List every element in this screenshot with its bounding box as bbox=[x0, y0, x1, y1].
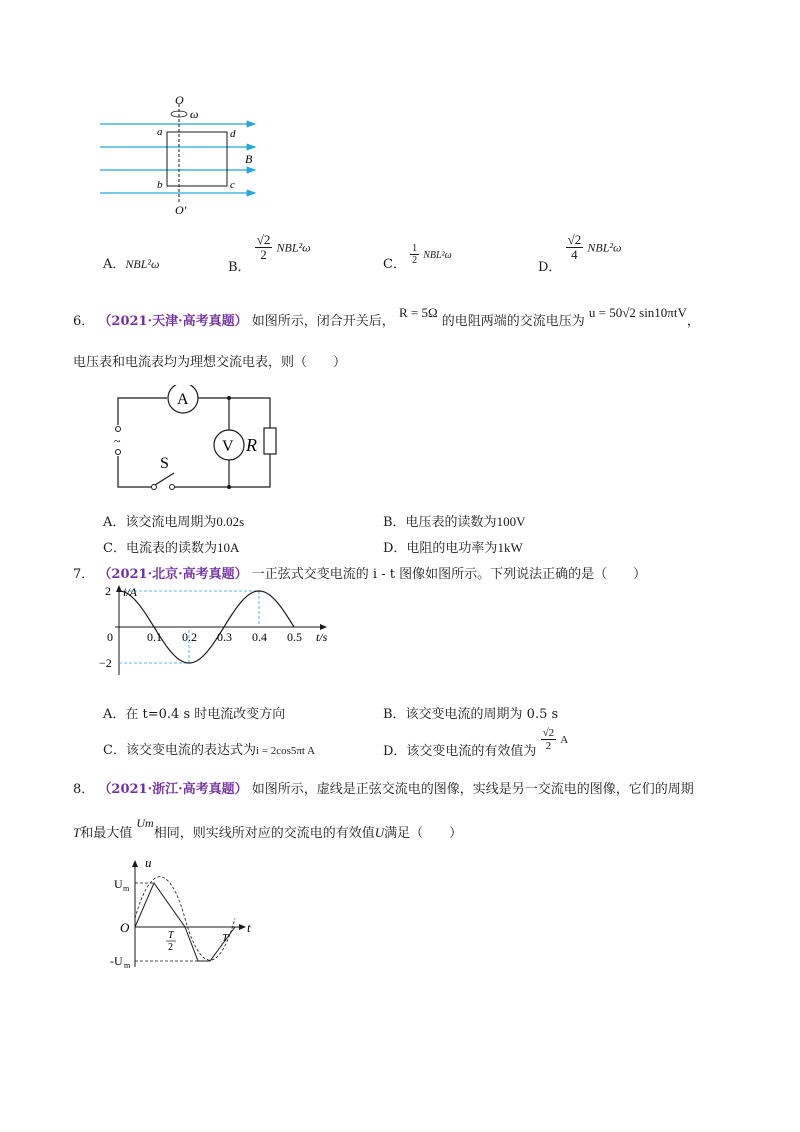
coil-abcd bbox=[167, 132, 227, 186]
svg-text:a: a bbox=[157, 126, 163, 138]
q8-stem-line1: 8． （2021·浙江·高考真题） 如图所示，虚线是正弦交流电的图像，实线是另一交流电的图像，它们的周期 bbox=[73, 782, 694, 797]
q7-option-b[interactable]: B．该交变电流的周期为 0.5 s bbox=[383, 707, 559, 722]
q7-option-c[interactable]: C．该交变电流的表达式为i = 2cos5πt A bbox=[103, 743, 316, 758]
q6-resistance: R = 5Ω bbox=[398, 305, 438, 320]
svg-text:u: u bbox=[145, 855, 152, 870]
svg-text:-U: -U bbox=[110, 954, 123, 968]
y-tick-label: −2 bbox=[99, 656, 112, 670]
q8-stem-line2: T和最大值 Um相同，则实线所对应的交流电的有效值U满足（ ） bbox=[73, 816, 463, 841]
fraction: $\frac{√2}{4}$ bbox=[567, 232, 582, 263]
q5-option-b[interactable]: B． $\frac{√2}{2}$ NBL²ω bbox=[228, 232, 311, 276]
svg-text:U: U bbox=[114, 877, 123, 891]
x-tick-label: 0.1 bbox=[147, 630, 162, 644]
svg-text:~: ~ bbox=[114, 434, 121, 448]
x-tick-label: 0.2 bbox=[182, 630, 197, 644]
fraction: $\frac{√2}{2}$ bbox=[256, 232, 271, 263]
q6-option-d[interactable]: D．电阻的电功率为1kW bbox=[383, 540, 523, 556]
svg-text:R: R bbox=[246, 435, 257, 455]
q7-option-d[interactable]: D．该交变电流的有效值为 $\frac{√2}{2}$ A bbox=[383, 727, 569, 760]
switch-blade bbox=[155, 473, 174, 485]
svg-text:O′: O′ bbox=[175, 203, 187, 217]
svg-text:T: T bbox=[168, 930, 174, 941]
q5-option-d[interactable]: D． $\frac{√2}{4}$ NBL²ω bbox=[538, 232, 622, 276]
svg-text:S: S bbox=[160, 455, 169, 472]
q6-stem-line2: 电压表和电流表均为理想交流电表，则（ ） bbox=[73, 355, 347, 370]
q6-voltage-expr: u = 50√2 sin10πtV bbox=[588, 305, 687, 320]
x-axis-label: t/s bbox=[316, 630, 328, 644]
q7-option-a[interactable]: A．在 t=0.4 s 时电流改变方向 bbox=[103, 707, 286, 722]
q8-source: （2021·浙江·高考真题） bbox=[98, 782, 248, 797]
svg-text:t: t bbox=[247, 920, 251, 935]
svg-text:c: c bbox=[230, 179, 235, 191]
q6-option-c[interactable]: C．电流表的读数为10A bbox=[103, 540, 240, 556]
svg-text:2: 2 bbox=[168, 942, 173, 953]
svg-text:A: A bbox=[177, 391, 189, 408]
q8-figure bbox=[110, 855, 260, 970]
x-tick-label: 0.5 bbox=[287, 630, 302, 644]
resistor bbox=[264, 428, 276, 454]
svg-text:m: m bbox=[123, 884, 130, 893]
x-tick-label: 0.3 bbox=[217, 630, 232, 644]
svg-text:T: T bbox=[222, 932, 229, 944]
q6-source: （2021·天津·高考真题） bbox=[98, 314, 248, 329]
q5-figure bbox=[95, 92, 280, 217]
triangle-wave-solid bbox=[135, 883, 235, 961]
svg-text:V: V bbox=[222, 438, 234, 455]
svg-text:b: b bbox=[157, 179, 163, 191]
q6-circuit bbox=[105, 385, 280, 495]
q5-option-c[interactable]: C． $\frac{1}{2}$ NBL²ω bbox=[383, 243, 452, 272]
q7-chart bbox=[95, 582, 340, 687]
y-axis-label: i/A bbox=[123, 585, 137, 599]
svg-text:m: m bbox=[124, 961, 131, 970]
q6-stem-line1: 6． （2021·天津·高考真题） 如图所示，闭合开关后， R = 5Ω 的电阻两端的交流电压为 u = 50√2 sin10πtV， bbox=[73, 305, 700, 329]
q7-source: （2021·北京·高考真题） bbox=[98, 567, 248, 582]
svg-text:O: O bbox=[175, 93, 184, 107]
y-tick-label: 2 bbox=[105, 584, 111, 598]
x-tick-label: 0.4 bbox=[252, 630, 267, 644]
q6-option-a[interactable]: A．该交流电周期为0.02s bbox=[103, 514, 245, 530]
q5-option-a[interactable]: A．NBL²ω bbox=[103, 257, 160, 272]
q6-option-b[interactable]: B．电压表的读数为100V bbox=[383, 514, 526, 530]
svg-text:B: B bbox=[245, 152, 253, 166]
q7-stem: 7． （2021·北京·高考真题） 一正弦式交变电流的 i - t 图像如图所示。下列说法正确的是（ ） bbox=[73, 567, 647, 582]
svg-text:d: d bbox=[230, 128, 236, 140]
svg-text:O: O bbox=[120, 920, 130, 935]
x-tick-label: 0 bbox=[107, 630, 113, 644]
svg-text:ω: ω bbox=[190, 107, 199, 121]
fraction: $\frac{√2}{2}$ bbox=[542, 727, 555, 753]
fraction: $\frac{1}{2}$ bbox=[412, 243, 418, 266]
